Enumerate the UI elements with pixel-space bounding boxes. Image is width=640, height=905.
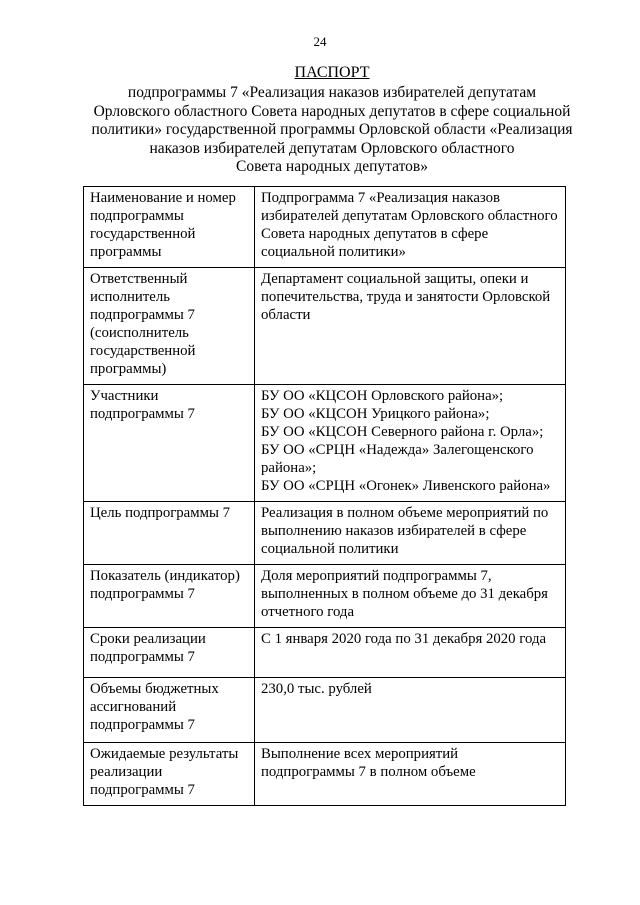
table-row [84, 743, 566, 806]
row-label-cell [84, 678, 255, 743]
table-row [84, 187, 566, 268]
row-value: Доля мероприятий подпрограммы 7, выполненных в полном объеме до 31 декабря отчетного года [261, 568, 548, 620]
heading-line: Совета народных депутатов» [235, 158, 428, 176]
table-row [84, 678, 566, 743]
row-label: Ответственный исполнитель подпрограммы 7 (соисполнитель государственной программы) [90, 271, 196, 377]
row-label: Объемы бюджетных ассигнований подпрограммы 7 [90, 681, 219, 733]
row-label: Показатель (индикатор) подпрограммы 7 [90, 568, 240, 602]
document-title: ПАСПОРТ [294, 64, 370, 81]
row-label: Наименование и номер подпрограммы государственной программы [90, 190, 236, 260]
row-value-cell [255, 565, 566, 628]
document-heading [90, 64, 574, 177]
table-row [84, 628, 566, 678]
table-row [84, 565, 566, 628]
row-value: Подпрограмма 7 «Реализация наказов избирателей депутатам Орловского областного Совета народных депутатов в сфере социальной политики» [261, 190, 558, 260]
row-value-cell [255, 385, 566, 502]
table-row [84, 268, 566, 385]
row-value: 230,0 тыс. рублей [261, 681, 372, 697]
row-label: Цель подпрограммы 7 [90, 505, 231, 521]
table-row [84, 502, 566, 565]
passport-table [83, 186, 566, 806]
page-number: 24 [313, 34, 327, 49]
row-label-cell [84, 743, 255, 806]
row-value-cell [255, 678, 566, 743]
row-value-cell [255, 268, 566, 385]
row-label-cell [84, 502, 255, 565]
row-label: Ожидаемые результаты реализации подпрограммы 7 [90, 746, 239, 798]
heading-line: политики» государственной программы Орловской области «Реализация [91, 121, 573, 139]
row-label-cell [84, 187, 255, 268]
row-label: Участники подпрограммы 7 [90, 388, 195, 422]
heading-line: подпрограммы 7 «Реализация наказов избирателей депутатам [127, 84, 537, 101]
row-label-cell [84, 628, 255, 678]
row-value-cell [255, 502, 566, 565]
row-value: Департамент социальной защиты, опеки и попечительства, труда и занятости Орловской области [261, 271, 551, 323]
row-value: БУ ОО «КЦСОН Орловского района»; БУ ОО «КЦСОН Урицкого района»; БУ ОО «КЦСОН Северного района г. Орла»; БУ ОО «СРЦН «Надежда» Залегощенского района»; БУ ОО «СРЦН «Огонек» Ливенского района» [261, 388, 551, 494]
row-label-cell [84, 565, 255, 628]
heading-line: Орловского областного Совета народных депутатов в сфере социальной [93, 102, 571, 120]
row-value-cell [255, 187, 566, 268]
heading-line: наказов избирателей депутатам Орловского областного [149, 139, 515, 157]
row-label-cell [84, 385, 255, 502]
table-row [84, 385, 566, 502]
row-value-cell [255, 743, 566, 806]
row-value-cell [255, 628, 566, 678]
row-value: Выполнение всех мероприятий подпрограммы 7 в полном объеме [261, 746, 476, 780]
row-value: Реализация в полном объеме мероприятий по выполнению наказов избирателей в сфере социальной политики [261, 505, 549, 557]
row-value: С 1 января 2020 года по 31 декабря 2020 года [261, 631, 547, 647]
row-label-cell [84, 268, 255, 385]
row-label: Сроки реализации подпрограммы 7 [90, 631, 206, 665]
